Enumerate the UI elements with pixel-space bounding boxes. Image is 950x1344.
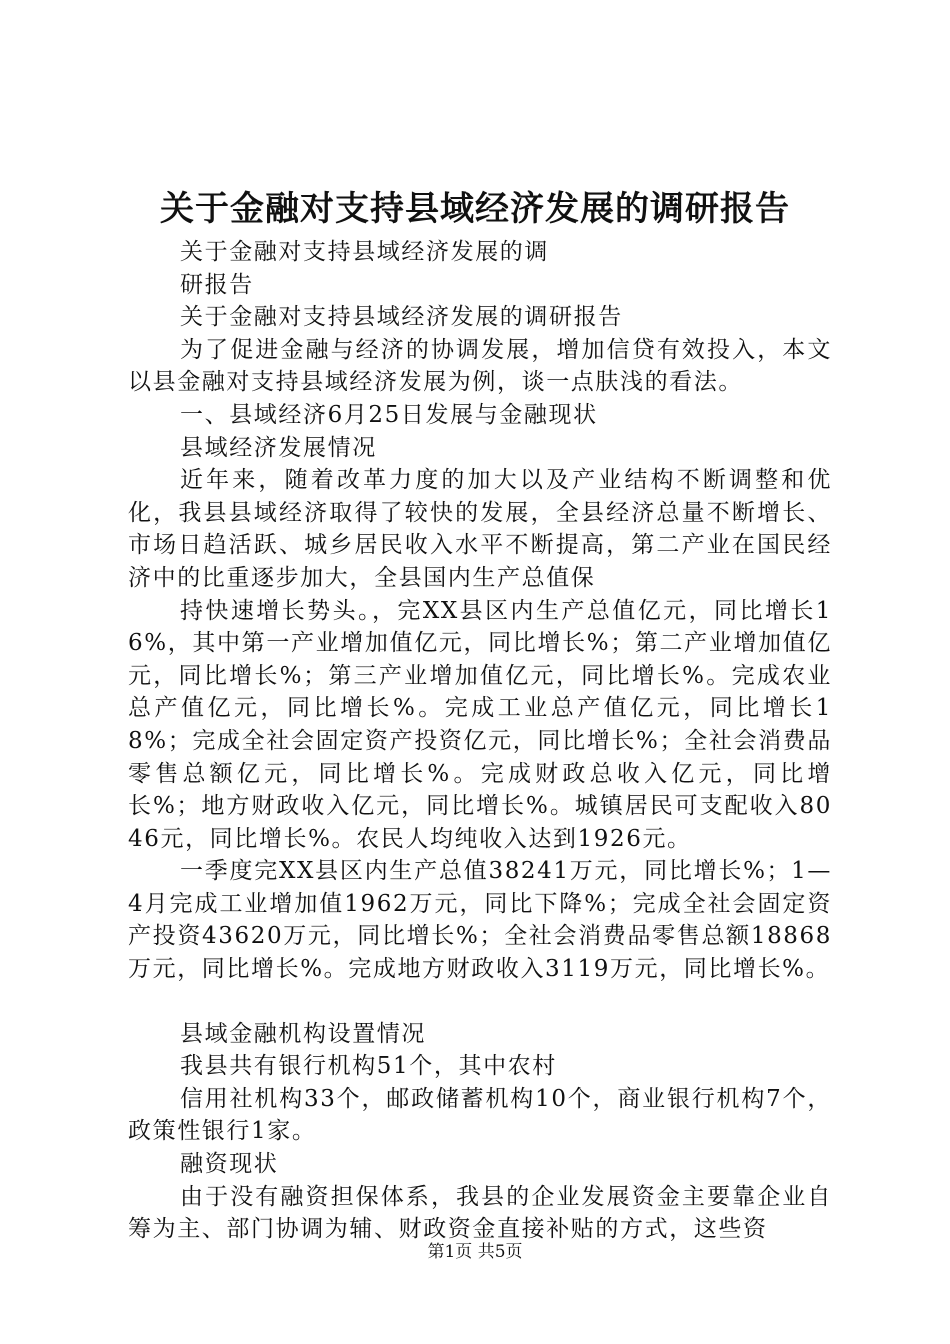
section-heading-1: 一、县域经济6月25日发展与金融现状 — [180, 401, 598, 428]
subsection-heading-financing: 融资现状 — [180, 1151, 279, 1178]
paragraph-economy-stats: 持快速增长势头。，完XX县区内生产总值亿元，同比增长16%，其中第一产业增加值亿元，同比增长%；第二产业增加值亿元，同比增长%；第三产业增加值亿元，同比增长%。完成农业总产值亿元，同比增长%。完成工业总产值亿元，同比增长18%；完成全社会固定资产投资亿元，同比增长%；全社会消费品零售总额亿元，同比增长%。完成财政总收入亿元，同比增长%；地方财政收入亿元，同比增长%。城镇居民可支配收入8046元，同比增长%。农民人均纯收入达到1926元。 — [128, 597, 832, 852]
paragraph-heading-repeat: 关于金融对支持县域经济发展的调研报告 — [180, 304, 623, 331]
subsection-heading-institutions: 县域金融机构设置情况 — [180, 1020, 426, 1047]
paragraph-heading-part1: 关于金融对支持县域经济发展的调 — [180, 239, 549, 265]
document-title: 关于金融对支持县域经济发展的调研报告 — [160, 189, 790, 229]
paragraph-intro: 为了促进金融与经济的协调发展，增加信贷有效投入，本文以县金融对支持县域经济发展为例，谈一点肤浅的看法。 — [128, 336, 832, 396]
paragraph-financing: 由于没有融资担保体系，我县的企业发展资金主要靠企业自筹为主、部门协调为辅、财政资金直接补贴的方式，这些资 — [128, 1183, 832, 1243]
paragraph-economy-overview: 近年来，随着改革力度的加大以及产业结构不断调整和优化，我县县域经济取得了较快的发展，全县经济总量不断增长、市场日趋活跃、城乡居民收入水平不断提高，第二产业在国民经济中的比重逐步加大，全县国内生产总值保 — [128, 467, 832, 591]
paragraph-heading-part2: 研报告 — [180, 271, 254, 298]
paragraph-q1-stats: 一季度完XX县区内生产总值38241万元，同比增长%；1—4月完成工业增加值1962万元，同比下降%；完成全社会固定资产投资43620万元，同比增长%；全社会消费品零售总额18868万元，同比增长%。完成地方财政收入3119万元，同比增长%。 — [128, 858, 832, 983]
document-body — [128, 236, 832, 1246]
page-footer: 第1页 共5页 — [427, 1242, 523, 1262]
paragraph-institutions-part2: 信用社机构33个，邮政储蓄机构10个，商业银行机构7个，政策性银行1家。 — [128, 1085, 832, 1145]
subsection-heading-economy: 县域经济发展情况 — [180, 434, 377, 461]
paragraph-institutions-part1: 我县共有银行机构51个，其中农村 — [180, 1053, 557, 1080]
